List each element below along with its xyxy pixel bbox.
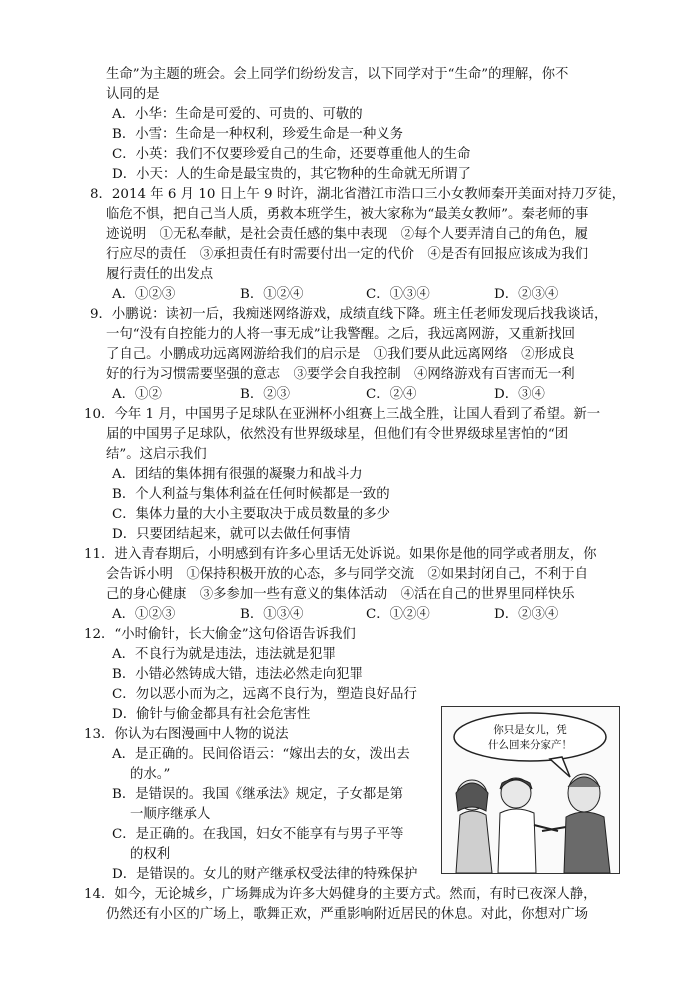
q10-stem-line1: 10．今年 1 月，中国男子足球队在亚洲杯小组赛上三战全胜，让国人看到了希望。新一 bbox=[84, 407, 601, 422]
q12-stem: 12．“小时偷针，长大偷金”这句俗语告诉我们 bbox=[84, 627, 356, 642]
q7-option-c: C．小英：我们不仅要珍爱自己的生命，还要尊重他人的生命 bbox=[112, 147, 471, 162]
q11-stem-line2: 会告诉小明 ①保持积极开放的心态，多与同学交流 ②如果封闭自己，不利于自 bbox=[106, 567, 589, 582]
q10-stem-line2: 届的中国男子足球队，依然没有世界级球星，但他们有令世界级球星害怕的“团 bbox=[106, 427, 569, 442]
q9-option-d: D．③④ bbox=[494, 387, 545, 402]
q8-stem-line1: 8．2014 年 6 月 10 日上午 9 时许，湖北省潜江市浩口三小女教师秦开美面对持刀歹徒， bbox=[90, 187, 625, 202]
q13-option-a: A．是正确的。民间俗语云：“嫁出去的女，泼出去 bbox=[112, 747, 410, 762]
cartoon-drawing bbox=[442, 707, 619, 873]
q13-option-d: D．是错误的。女儿的财产继承权受法律的特殊保护 bbox=[112, 867, 418, 882]
q7-option-a: A．小华：生命是可爱的、可贵的、可敬的 bbox=[112, 107, 363, 122]
q11-option-c: C．①②④ bbox=[366, 607, 430, 622]
q7-option-d: D．小天：人的生命是最宝贵的，其它物种的生命就无所谓了 bbox=[112, 167, 471, 182]
q8-option-d: D．②③④ bbox=[494, 287, 559, 302]
q13-option-a-cont: 的水。” bbox=[130, 767, 171, 782]
q11-option-a: A．①②③ bbox=[112, 607, 176, 622]
q9-option-a: A．①② bbox=[112, 387, 162, 402]
q9-option-b: B．②③ bbox=[240, 387, 291, 402]
q9-option-c: C．②④ bbox=[366, 387, 417, 402]
q12-option-a: A．不良行为就是违法，违法就是犯罪 bbox=[112, 647, 336, 662]
q13-option-b: B．是错误的。我国《继承法》规定，子女都是第 bbox=[112, 787, 404, 802]
q13-option-c: C．是正确的。在我国，妇女不能享有与男子平等 bbox=[112, 827, 404, 842]
man-figure bbox=[498, 778, 558, 873]
inheritance-cartoon bbox=[441, 706, 620, 874]
q8-stem-line4: 行应尽的责任 ③承担责任有时需要付出一定的代价 ④是否有回报应该成为我们 bbox=[106, 247, 589, 262]
q8-option-a: A．①②③ bbox=[112, 287, 176, 302]
q12-option-b: B．小错必然铸成大错，违法必然走向犯罪 bbox=[112, 667, 363, 682]
older-man-figure bbox=[542, 774, 610, 873]
q10-option-b: B．个人利益与集体利益在任何时候都是一致的 bbox=[112, 487, 390, 502]
q14-stem-line1: 14．如今，无论城乡，广场舞成为许多大妈健身的主要方式。然而，有时已夜深人静， bbox=[84, 887, 597, 902]
q11-stem-line1: 11．进入青春期后，小明感到有许多心里话无处诉说。如果你是他的同学或者朋友，你 bbox=[84, 547, 597, 562]
q12-option-c: C．勿以恶小而为之，远离不良行为，塑造良好品行 bbox=[112, 687, 417, 702]
q10-stem-line3: 结”。这启示我们 bbox=[106, 447, 207, 462]
q14-stem-line2: 仍然还有小区的广场上，歌舞正欢，严重影响附近居民的休息。对此，你想对广场 bbox=[106, 907, 589, 922]
q8-option-c: C．①③④ bbox=[366, 287, 430, 302]
q11-option-d: D．②③④ bbox=[494, 607, 559, 622]
q10-option-c: C．集体力量的大小主要取决于成员数量的多少 bbox=[112, 507, 391, 522]
q7-stem-line2: 认同的是 bbox=[106, 87, 160, 102]
q7-stem-line1: 生命”为主题的班会。会上同学们纷纷发言，以下同学对于“生命”的理解，你不 bbox=[106, 67, 569, 82]
q7-option-b: B．小雪：生命是一种权利，珍爱生命是一种义务 bbox=[112, 127, 404, 142]
q11-option-b: B．①③④ bbox=[240, 607, 304, 622]
q13-stem: 13．你认为右图漫画中人物的说法 bbox=[84, 727, 289, 742]
q13-option-b-cont: 一顺序继承人 bbox=[130, 807, 211, 822]
q9-stem-line2: 一句“没有自控能力的人将一事无成”让我警醒。之后，我远离网游，又重新找回 bbox=[106, 327, 575, 342]
q13-option-c-cont: 的权利 bbox=[130, 847, 171, 862]
q9-stem-line4: 好的行为习惯需要坚强的意志 ③要学会自我控制 ④网络游戏有百害而无一利 bbox=[106, 367, 575, 382]
q9-stem-line3: 了自己。小鹏成功远离网游给我们的启示是 ①我们要从此远离网络 ②形成良 bbox=[106, 347, 575, 362]
q11-stem-line3: 己的身心健康 ③多参加一些有意义的集体活动 ④活在自己的世界里同样快乐 bbox=[106, 587, 575, 602]
speech-text-line2: 什么回来分家产！ bbox=[488, 739, 572, 751]
q10-option-d: D．只要团结起来，就可以去做任何事情 bbox=[112, 527, 351, 542]
q8-option-b: B．①②④ bbox=[240, 287, 304, 302]
q9-stem-line1: 9．小鹏说：读初一后，我痴迷网络游戏，成绩直线下降。班主任老师发现后找我谈话， bbox=[90, 307, 608, 322]
q8-stem-line2: 临危不惧，把自己当人质，勇救本班学生，被大家称为“最美女教师”。秦老师的事 bbox=[106, 207, 589, 222]
q12-option-d: D．偷针与偷金都具有社会危害性 bbox=[112, 707, 311, 722]
speech-bubble bbox=[454, 713, 606, 761]
q8-stem-line5: 履行责任的出发点 bbox=[106, 267, 214, 282]
q8-stem-line3: 迹说明 ①无私奉献，是社会责任感的集中表现 ②每个人要弄清自己的角色，履 bbox=[106, 227, 589, 242]
speech-text-line1: 你只是女儿，凭 bbox=[493, 724, 567, 736]
q10-option-a: A．团结的集体拥有很强的凝聚力和战斗力 bbox=[112, 467, 363, 482]
woman-figure bbox=[456, 780, 492, 873]
